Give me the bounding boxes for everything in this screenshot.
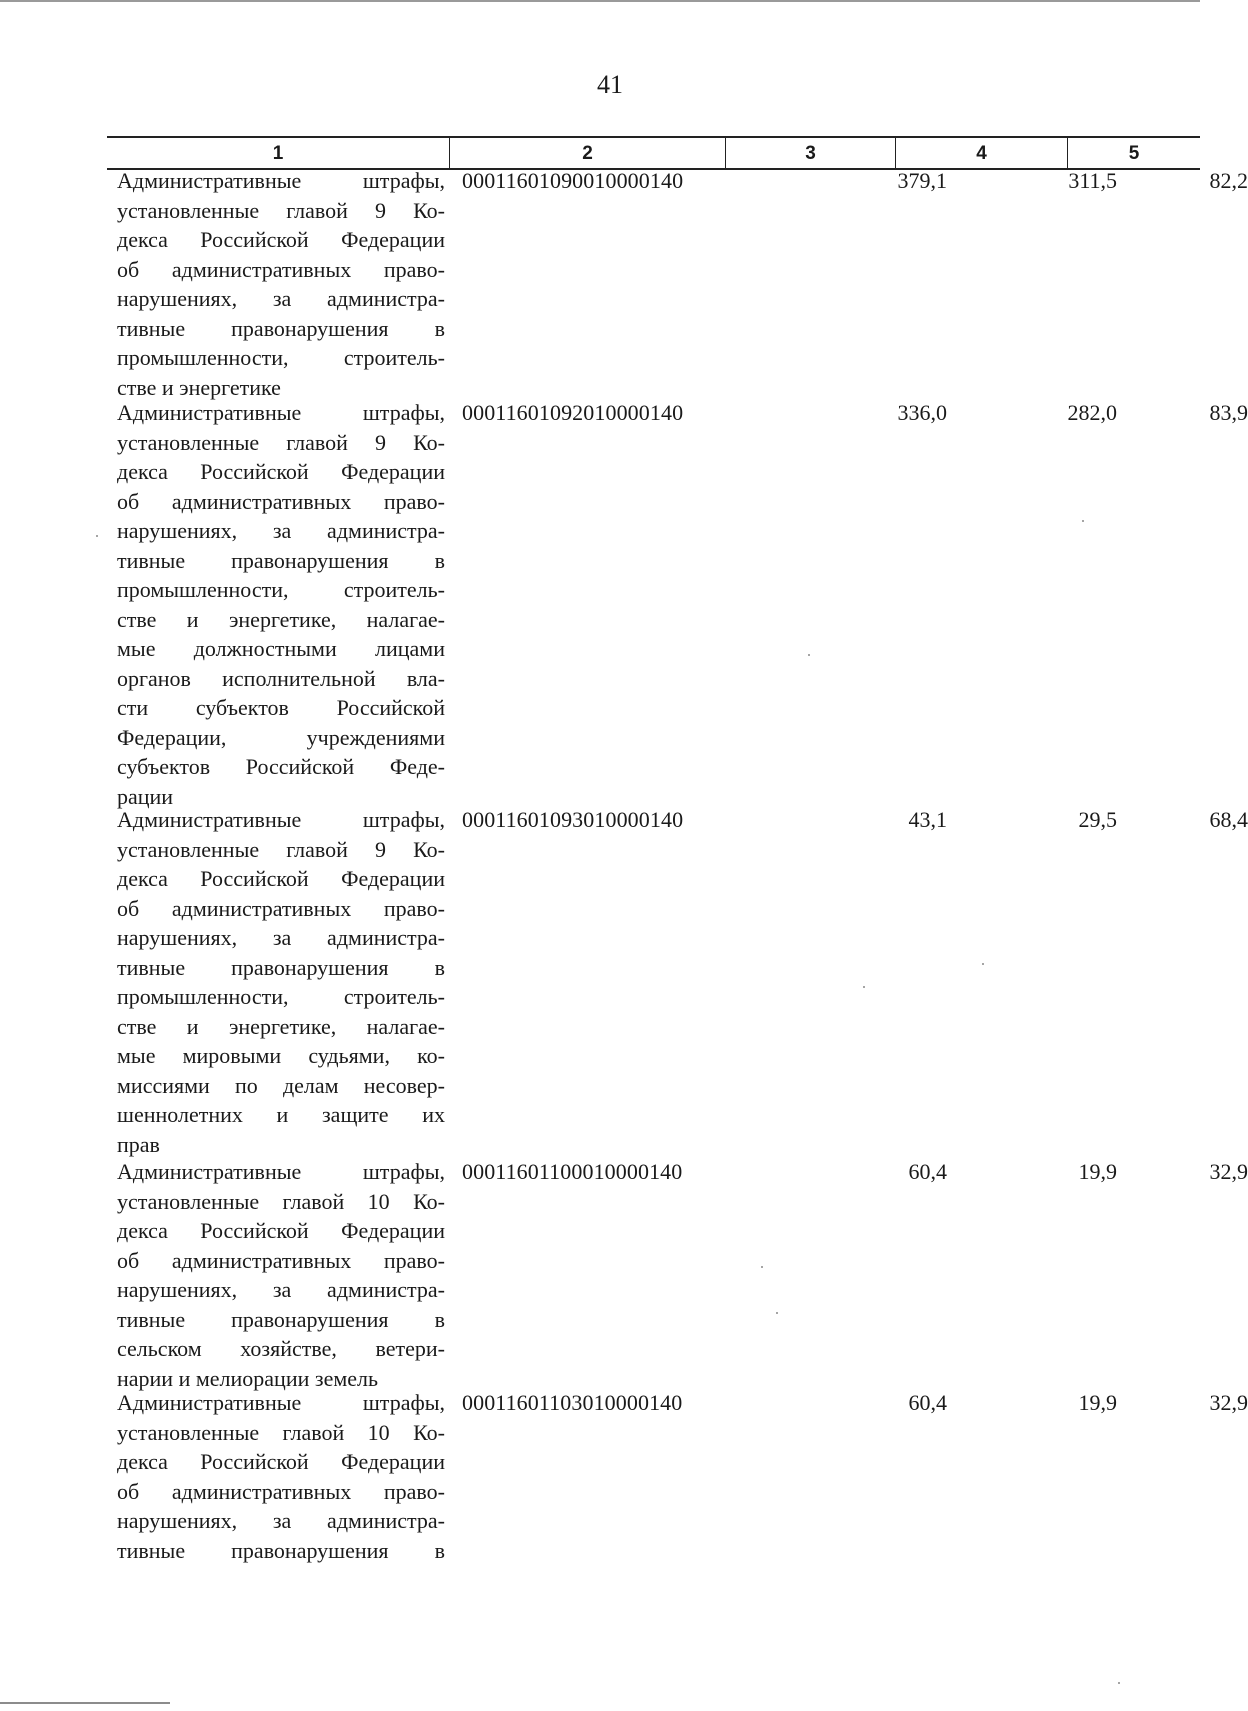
- description-line: декса Российской Федерации: [117, 227, 445, 252]
- row-code: 00011601100010000140: [462, 1159, 683, 1184]
- column-header-5: 5: [1067, 138, 1200, 168]
- row-value-col5: 83,9: [1209, 400, 1248, 425]
- row-value-col4: 29,5: [1078, 807, 1117, 832]
- row-value-col4: 311,5: [1068, 168, 1117, 193]
- page-number: 41: [597, 70, 623, 99]
- description-line: тивные правонарушения в: [117, 1537, 445, 1563]
- description-line: сельском хозяйстве, ветери-: [117, 1336, 445, 1361]
- description-line: Административные штрафы,: [117, 1159, 445, 1184]
- description-line: тивные правонарушения в: [117, 954, 445, 980]
- description-line: стве и энергетике, налагае-: [117, 1013, 445, 1039]
- row-value-col5: 82,2: [1209, 168, 1248, 193]
- scan-speck: [96, 535, 98, 537]
- description-line: Административные штрафы,: [117, 168, 445, 193]
- description-line: нарушениях, за администра-: [117, 1508, 445, 1533]
- row-code: 00011601093010000140: [462, 807, 684, 832]
- description-line: шеннолетних и защите их: [117, 1102, 445, 1127]
- description-line: установленные главой 10 Ко-: [117, 1419, 445, 1445]
- row-code: 00011601103010000140: [462, 1390, 683, 1415]
- row-value-col5: 32,9: [1209, 1390, 1248, 1415]
- description-line: прав: [117, 1131, 160, 1157]
- row-code: 00011601090010000140: [462, 168, 684, 193]
- scan-speck: [982, 963, 984, 965]
- row-value-col4: 19,9: [1078, 1390, 1117, 1415]
- description-line: Административные штрафы,: [117, 1390, 445, 1415]
- scan-speck: [776, 1312, 778, 1314]
- description-line: об административных право-: [117, 256, 445, 282]
- column-header-3: 3: [725, 138, 895, 168]
- scan-speck: [1082, 520, 1084, 522]
- description-line: установленные главой 10 Ко-: [117, 1188, 445, 1214]
- description-line: декса Российской Федерации: [117, 1218, 445, 1243]
- table-header-row: [107, 136, 1200, 170]
- column-header-1: 1: [272, 143, 284, 164]
- description-line: установленные главой 9 Ко-: [117, 429, 445, 455]
- description-line: Административные штрафы,: [117, 400, 445, 425]
- row-value-col4: 282,0: [1067, 400, 1117, 425]
- description-line: тивные правонарушения в: [117, 315, 445, 341]
- row-value-col3: 60,4: [908, 1390, 947, 1415]
- description-line: тивные правонарушения в: [117, 1306, 445, 1332]
- row-value-col4: 19,9: [1078, 1159, 1117, 1184]
- description-line: миссиями по делам несовер-: [117, 1072, 445, 1098]
- row-code: 00011601092010000140: [462, 400, 684, 425]
- scan-speck: [808, 654, 810, 656]
- row-value-col5: 68,4: [1209, 807, 1248, 832]
- description-line: об административных право-: [117, 895, 445, 921]
- row-description: [117, 398, 445, 811]
- description-line: стве и энергетике, налагае-: [117, 606, 445, 632]
- description-line: установленные главой 9 Ко-: [117, 197, 445, 223]
- description-line: тивные правонарушения в: [117, 547, 445, 573]
- row-description: [117, 166, 445, 402]
- row-value-col3: 43,1: [908, 807, 947, 832]
- description-line: декса Российской Федерации: [117, 459, 445, 484]
- description-line: промышленности, строитель-: [117, 984, 445, 1009]
- description-line: декса Российской Федерации: [117, 866, 445, 891]
- description-line: об административных право-: [117, 488, 445, 514]
- row-value-col3: 379,1: [897, 168, 947, 193]
- description-line: сти субъектов Российской: [117, 695, 445, 720]
- row-description: [117, 1388, 445, 1565]
- description-line: нарушениях, за администра-: [117, 286, 445, 311]
- description-line: стве и энергетике: [117, 374, 281, 400]
- description-line: субъектов Российской Феде-: [117, 754, 445, 779]
- description-line: промышленности, строитель-: [117, 577, 445, 602]
- description-line: Административные штрафы,: [117, 807, 445, 832]
- description-line: нарии и мелиорации земель: [117, 1365, 379, 1391]
- description-line: установленные главой 9 Ко-: [117, 836, 445, 862]
- row-description: [117, 805, 445, 1159]
- scan-edge-bottom: [0, 1702, 170, 1704]
- description-line: мые мировыми судьями, ко-: [117, 1043, 445, 1068]
- description-line: промышленности, строитель-: [117, 345, 445, 370]
- description-line: нарушениях, за администра-: [117, 1277, 445, 1302]
- column-header-4: 4: [895, 138, 1067, 168]
- scan-speck: [761, 1266, 763, 1268]
- row-description: [117, 1157, 445, 1393]
- description-line: нарушениях, за администра-: [117, 518, 445, 543]
- description-line: Федерации, учреждениями: [117, 724, 445, 750]
- description-line: нарушениях, за администра-: [117, 925, 445, 950]
- scan-edge-top: [0, 0, 1200, 2]
- row-value-col5: 32,9: [1209, 1159, 1248, 1184]
- description-line: об административных право-: [117, 1478, 445, 1504]
- row-value-col3: 336,0: [897, 400, 947, 425]
- column-header-2: 2: [449, 138, 725, 168]
- description-line: мые должностными лицами: [117, 636, 445, 661]
- description-line: рации: [117, 783, 174, 809]
- scan-speck: [863, 986, 865, 988]
- description-line: органов исполнительной вла-: [117, 665, 445, 691]
- scan-speck: [1118, 1682, 1120, 1684]
- description-line: об административных право-: [117, 1247, 445, 1273]
- row-value-col3: 60,4: [908, 1159, 947, 1184]
- description-line: декса Российской Федерации: [117, 1449, 445, 1474]
